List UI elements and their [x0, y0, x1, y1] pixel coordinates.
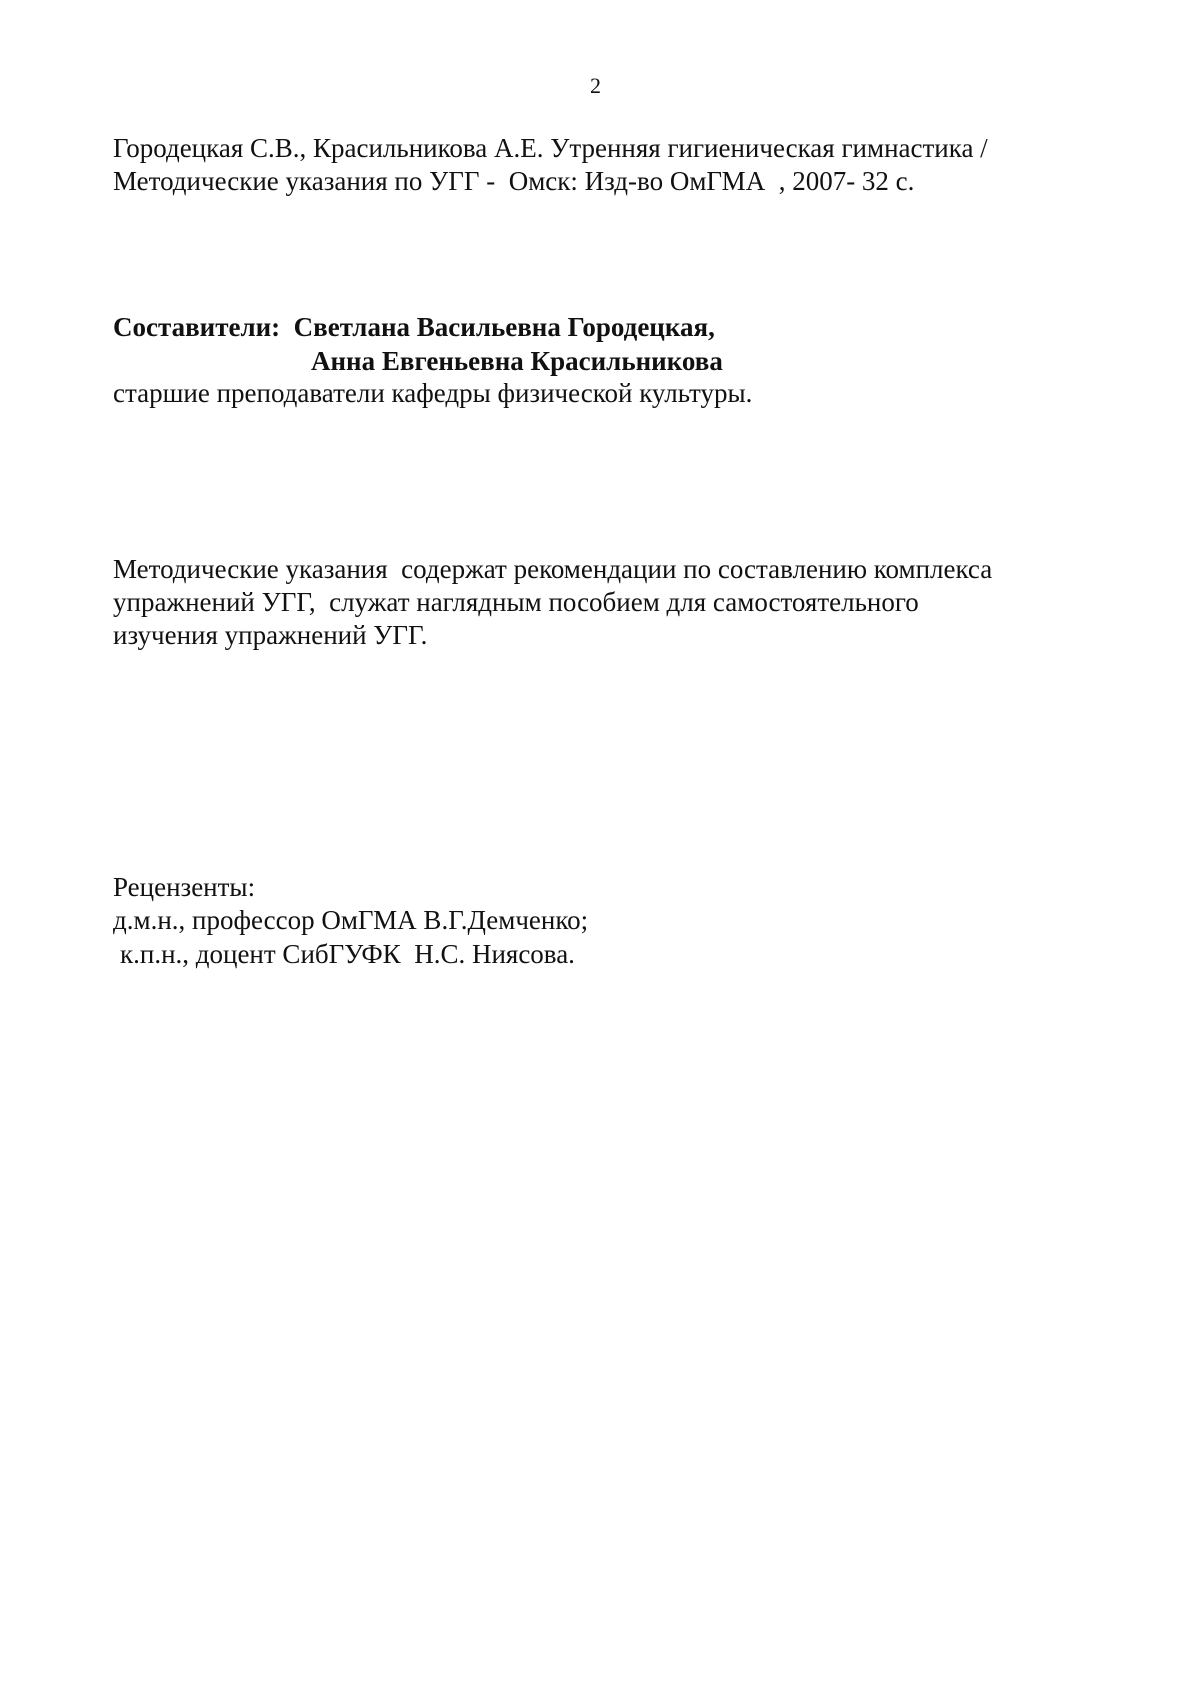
compiler-name-1: Светлана Васильевна Городецкая,: [293, 312, 715, 342]
compilers-heading: [113, 311, 715, 344]
reviewers-label: Рецензенты:: [113, 872, 256, 902]
summary-line-3: изучения упражнений УГГ.: [113, 620, 428, 650]
compilers-position: старшие преподаватели кафедры физической культуры.: [113, 378, 753, 408]
reviewer-2: к.п.н., доцент СибГУФК Н.С. Ниясова.: [120, 939, 575, 969]
compilers-label: Составители:: [113, 312, 281, 342]
summary-line-2: упражнений УГГ, служат наглядным пособием для самостоятельного: [113, 587, 919, 617]
citation-line-2: Методические указания по УГГ - Омск: Изд-во ОмГМА , 2007- 32 с.: [113, 166, 915, 196]
citation-line-1: Городецкая С.В., Красильникова А.Е. Утренняя гигиеническая гимнастика /: [113, 133, 988, 163]
page-number: 2: [590, 73, 601, 98]
compiler-name-2: Анна Евгеньевна Красильникова: [311, 346, 723, 376]
reviewer-1: д.м.н., профессор ОмГМА В.Г.Демченко;: [113, 905, 589, 935]
summary-line-1: Методические указания содержат рекомендации по составлению комплекса: [113, 554, 993, 584]
